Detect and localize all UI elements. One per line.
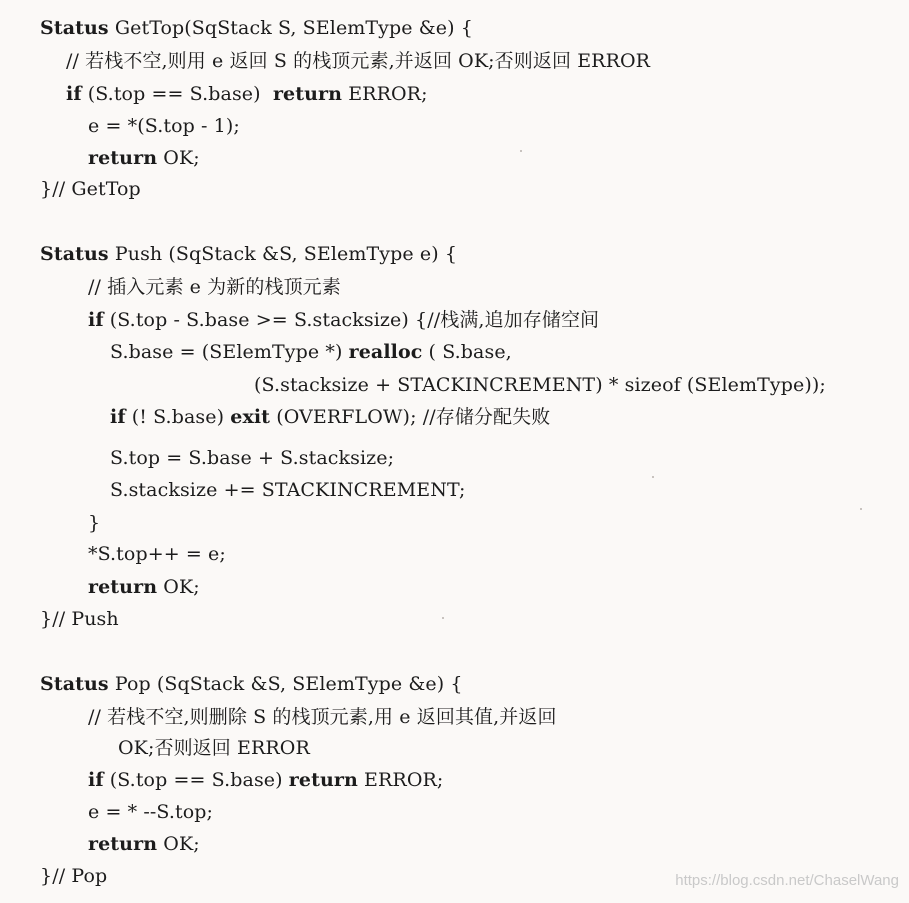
keyword-return: return <box>288 769 358 791</box>
gettop-assign: e = *(S.top - 1); <box>88 115 240 137</box>
pop-comment: // 若栈不空,则删除 S 的栈顶元素,用 e 返回其值,并返回 <box>88 706 557 728</box>
gettop-signature-text: GetTop(SqStack S, SElemType &e) { <box>108 17 473 39</box>
pop-signature-text: Pop (SqStack &S, SElemType &e) { <box>108 673 463 695</box>
gettop-return-value: OK; <box>157 147 200 169</box>
gettop-signature <box>40 16 473 40</box>
push-if-line <box>88 308 599 332</box>
push-overflow-tail: (OVERFLOW); //存储分配失败 <box>270 406 551 428</box>
push-if-condition: (S.top - S.base >= S.stacksize) {//栈满,追加存储空间 <box>103 309 600 331</box>
keyword-if: if <box>88 769 104 791</box>
scan-speck <box>860 508 862 510</box>
push-overflow-condition: (! S.base) <box>125 406 231 428</box>
push-return-value: OK; <box>157 576 200 598</box>
keyword-return: return <box>88 833 158 855</box>
keyword-if: if <box>110 406 126 428</box>
push-overflow-check <box>110 405 550 429</box>
pop-end: }// Pop <box>40 865 108 887</box>
gettop-if-condition: (S.top == S.base) <box>81 83 273 105</box>
pop-assign: e = * --S.top; <box>88 801 214 823</box>
push-realloc-tail: ( S.base, <box>422 341 512 363</box>
push-if-end: } <box>88 512 101 534</box>
pop-return <box>88 832 200 856</box>
keyword-if: if <box>66 83 82 105</box>
pop-if-condition: (S.top == S.base) <box>103 769 289 791</box>
pop-signature <box>40 672 463 696</box>
keyword-status: Status <box>40 243 109 265</box>
push-comment: // 插入元素 e 为新的栈顶元素 <box>88 276 341 298</box>
keyword-return: return <box>88 576 158 598</box>
pop-if-tail: ERROR; <box>357 769 444 791</box>
push-size-update: S.stacksize += STACKINCREMENT; <box>110 479 466 501</box>
keyword-realloc: realloc <box>348 341 423 363</box>
push-realloc-head: S.base = (SElemType *) <box>110 341 349 363</box>
push-signature-text: Push (SqStack &S, SElemType e) { <box>108 243 458 265</box>
push-store: *S.top++ = e; <box>88 543 226 565</box>
gettop-return <box>88 146 200 170</box>
scan-speck <box>520 150 522 152</box>
push-top-update: S.top = S.base + S.stacksize; <box>110 447 395 469</box>
pop-comment-cont: OK;否则返回 ERROR <box>118 737 310 759</box>
keyword-status: Status <box>40 17 109 39</box>
push-realloc-args: (S.stacksize + STACKINCREMENT) * sizeof (SElemType)); <box>254 374 826 396</box>
gettop-if-line <box>66 82 428 106</box>
keyword-return: return <box>88 147 158 169</box>
keyword-if: if <box>88 309 104 331</box>
source-watermark: https://blog.csdn.net/ChaselWang <box>675 872 899 889</box>
push-end: }// Push <box>40 608 119 630</box>
pop-if-line <box>88 768 443 792</box>
push-signature <box>40 242 457 266</box>
keyword-status: Status <box>40 673 109 695</box>
push-return <box>88 575 200 599</box>
keyword-exit: exit <box>230 406 271 428</box>
pop-return-value: OK; <box>157 833 200 855</box>
keyword-return: return <box>272 83 343 105</box>
scan-speck <box>652 476 654 478</box>
scan-speck <box>442 617 444 619</box>
gettop-end: }// GetTop <box>40 178 141 200</box>
gettop-if-tail: ERROR; <box>342 83 428 105</box>
push-realloc-line <box>110 340 512 364</box>
gettop-comment: // 若栈不空,则用 e 返回 S 的栈顶元素,并返回 OK;否则返回 ERROR <box>66 50 651 72</box>
